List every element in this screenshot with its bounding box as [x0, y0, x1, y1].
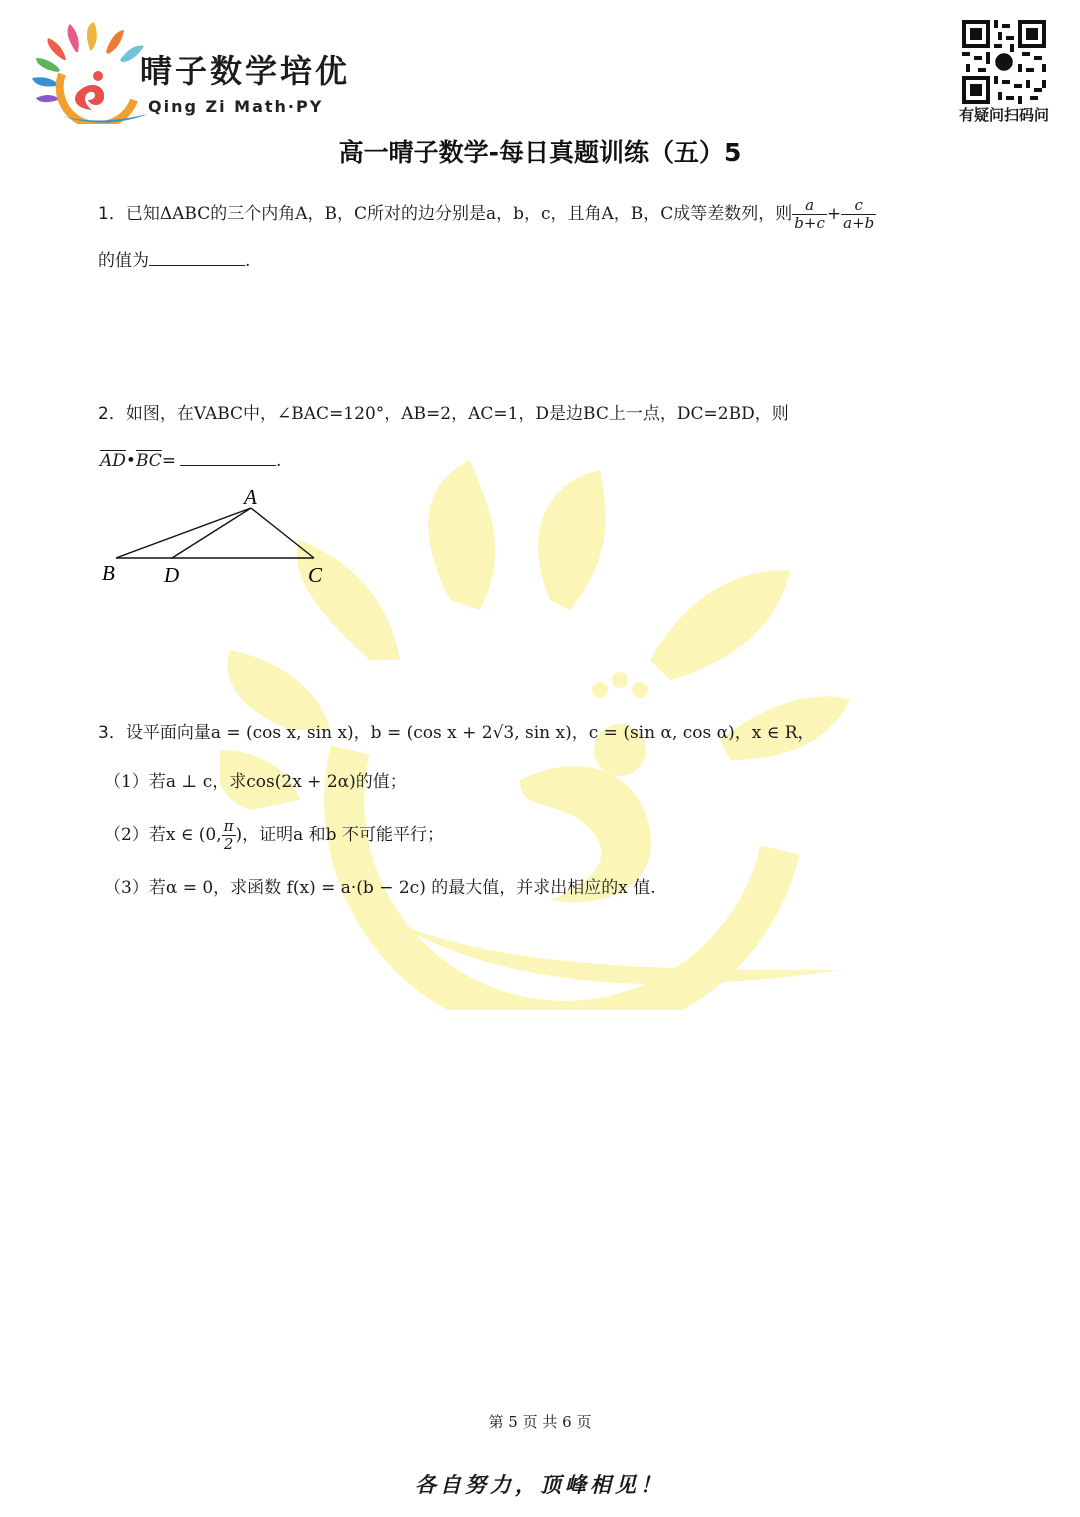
- q1-fraction-1: [792, 197, 827, 232]
- page-number: 第 5 页 共 6 页: [488, 1413, 592, 1431]
- q2-vector-bc: $\overline{BC}$: [135, 451, 162, 471]
- brand-name-en: Qing Zi Math·PY: [148, 97, 324, 116]
- q1-number: 1．: [98, 204, 126, 224]
- question-1-line-2: [98, 247, 250, 273]
- question-2: [98, 402, 789, 426]
- q3-part3-text: （3）若α = 0，求函数 f(x) = a·(b − 2c) 的最大值，并求出相应的x 值.: [104, 878, 656, 898]
- vertex-b-label: B: [102, 561, 115, 584]
- vertex-a-label: A: [244, 485, 257, 509]
- q1-answer-blank[interactable]: [149, 247, 245, 266]
- q1-f1-numerator: a: [792, 197, 827, 215]
- q3-text: 设平面向量a = (cos x, sin x)，b = (cos x + 2√3, sin x)，c = (sin α, cos α)，x ∈ R，: [125, 723, 815, 743]
- brand-logo: [32, 20, 152, 124]
- vertex-c-label: C: [308, 563, 323, 584]
- q2-equals: =: [161, 451, 177, 471]
- q3-pi: π: [223, 817, 234, 835]
- point-d-label: D: [164, 563, 180, 584]
- q1-f2-denominator: a+b: [843, 214, 875, 232]
- q1-f2-numerator: c: [841, 197, 876, 215]
- footer-motto: 各自努力，顶峰相见！: [415, 1472, 665, 1497]
- q1-f1-denominator: b+c: [794, 214, 825, 232]
- question-1: [98, 197, 876, 232]
- q1-text: 已知ΔABC的三个内角A，B，C所对的边分别是a，b，c，且角A，B，C成等差数列，则: [125, 204, 793, 224]
- q3-number: 3．: [98, 723, 126, 743]
- question-3-part-1: [104, 770, 407, 794]
- q2-answer-blank[interactable]: [180, 447, 276, 466]
- side-ac: [251, 508, 314, 558]
- q1-line2-text: 的值为: [98, 251, 149, 271]
- q3-part1-text: （1）若a ⊥ c，求cos(2x + 2α)的值；: [104, 772, 407, 792]
- q2-text: 如图，在VABC中，∠BAC=120°，AB=2，AC=1，D是边BC上一点，DC=2BD，则: [125, 404, 789, 424]
- q1-fraction-2: [841, 197, 876, 232]
- brand-name-cn: 晴子数学培优: [140, 53, 351, 89]
- q2-number: 2．: [98, 404, 126, 424]
- triangle-figure: [96, 484, 346, 584]
- qr-caption: 有疑问扫码问: [958, 106, 1049, 124]
- question-3: [98, 721, 815, 745]
- q3-part2-prefix: （2）若x ∈ (0,: [104, 825, 222, 845]
- q2-end: .: [276, 451, 282, 471]
- qr-code: [962, 20, 1046, 104]
- q2-vector-ad: $\overline{AD}$: [100, 451, 126, 471]
- q2-dot: •: [125, 451, 136, 471]
- q1-plus: +: [826, 204, 842, 224]
- q3-part2-fraction: [222, 818, 236, 853]
- question-3-part-2: [104, 818, 444, 853]
- q3-two: 2: [223, 835, 234, 853]
- question-2-line-2: [100, 447, 281, 473]
- q1-end: .: [245, 251, 251, 271]
- question-3-part-3: [104, 876, 656, 900]
- page-title: 高一晴子数学-每日真题训练（五）5: [338, 138, 742, 167]
- q3-part2-suffix: )，证明a 和b 不可能平行；: [235, 825, 444, 845]
